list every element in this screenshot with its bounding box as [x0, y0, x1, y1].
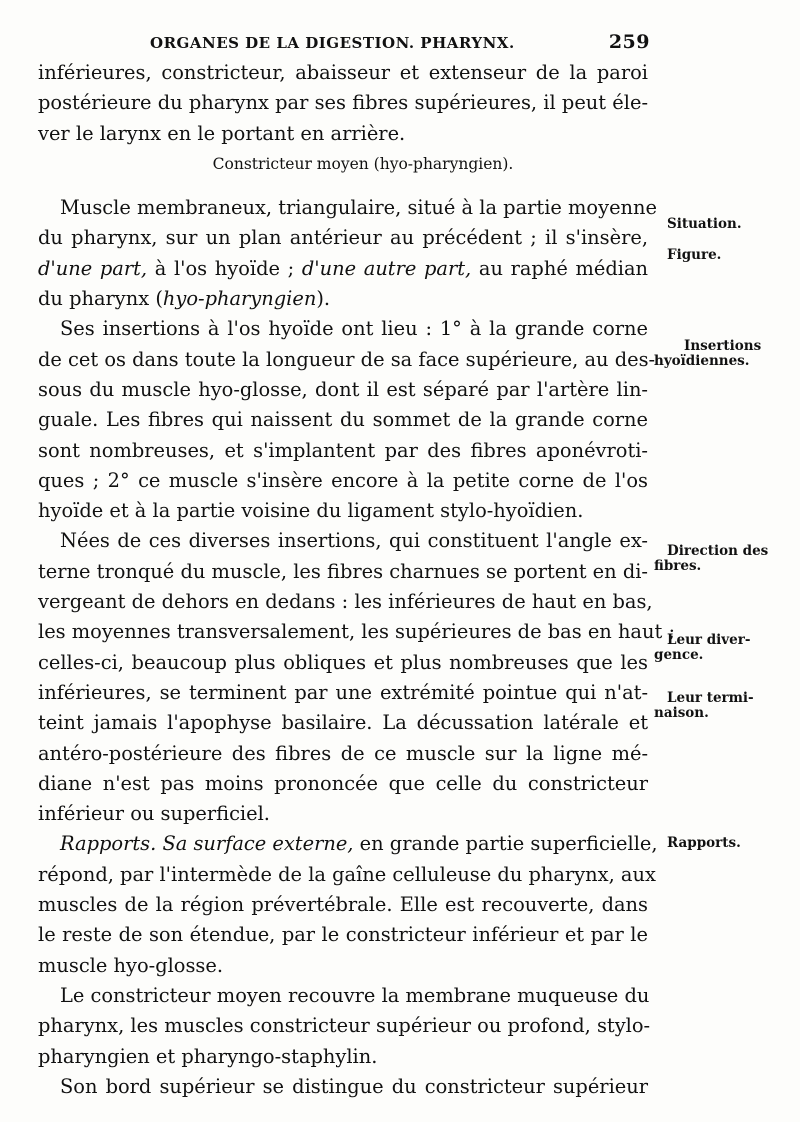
- text-line: teint jamais l'apophyse basilaire. La décussation latérale et: [38, 711, 648, 735]
- running-title: ORGANES DE LA DIGESTION. PHARYNX.: [150, 34, 515, 52]
- text-line: antéro-postérieure des fibres de ce muscle sur la ligne mé-: [38, 741, 648, 765]
- text-line: sont nombreuses, et s'implantent par des fibres aponévroti-: [38, 438, 648, 462]
- margin-note-direction: Direction des fibres.: [654, 543, 769, 574]
- text-line: inférieur ou superficiel.: [38, 802, 270, 826]
- text-line: pharyngien et pharyngo-staphylin.: [38, 1044, 378, 1068]
- text-line: inférieures, se terminent par une extrémité pointue qui n'at-: [38, 680, 648, 704]
- italic-phrase: d'une part,: [38, 256, 148, 280]
- text-line: du pharynx (hyo-pharyngien).: [38, 287, 331, 311]
- text-line: muscle hyo-glosse.: [38, 953, 224, 977]
- body-text: [38, 58, 675, 1102]
- text-line: postérieure du pharynx par ses fibres supérieures, il peut éle-: [38, 91, 648, 115]
- text-line: répond, par l'intermède de la gaîne celluleuse du pharynx, aux: [38, 862, 656, 886]
- text-line: Nées de ces diverses insertions, qui constituent l'angle ex-: [60, 529, 648, 553]
- text-line: de cet os dans toute la longueur de sa face supérieure, au des-: [38, 347, 656, 371]
- text-line: muscles de la région prévertébrale. Elle est recouverte, dans: [38, 893, 648, 917]
- margin-note-divergence: Leur diver- gence.: [654, 632, 751, 663]
- text-line: le reste de son étendue, par le constricteur inférieur et par le: [38, 923, 648, 947]
- section-subheading: Constricteur moyen (hyo-pharyngien).: [212, 154, 514, 173]
- text-line: ques ; 2° ce muscle s'insère encore à la petite corne de l'os: [38, 468, 648, 492]
- text-line: guale. Les fibres qui naissent du sommet de la grande corne: [38, 408, 648, 432]
- italic-phrase: Rapports. Sa surface externe,: [60, 832, 354, 856]
- text-line: les moyennes transversalement, les supérieures de bas en haut ;: [38, 620, 675, 644]
- text-line: Son bord supérieur se distingue du constricteur supérieur: [60, 1074, 648, 1098]
- text-line: vergeant de dehors en dedans : les inférieures de haut en bas,: [38, 590, 653, 614]
- margin-note-figure: Figure.: [667, 247, 722, 263]
- text-line: diane n'est pas moins prononcée que celle du constricteur: [38, 771, 648, 795]
- margin-note-rapports: Rapports.: [667, 835, 741, 851]
- text-line: Rapports. Sa surface externe, en grande partie superficielle,: [60, 832, 658, 856]
- text-line: d'une part, à l'os hyoïde ; d'une autre part, au raphé médian: [38, 256, 649, 280]
- italic-phrase: d'une autre part,: [301, 256, 472, 280]
- text-line: pharynx, les muscles constricteur supérieur ou profond, stylo-: [38, 1014, 651, 1038]
- text-line: du pharynx, sur un plan antérieur au précédent ; il s'insère,: [38, 226, 648, 250]
- margin-note-situation: Situation.: [667, 216, 742, 232]
- text-line: Muscle membraneux, triangulaire, situé à la partie moyenne: [60, 196, 657, 220]
- text-line: hyoïde et à la partie voisine du ligament stylo-hyoïdien.: [38, 499, 584, 523]
- margin-note-terminaison: Leur termi- naison.: [654, 690, 754, 721]
- text-line: ver le larynx en le portant en arrière.: [38, 121, 406, 145]
- page-number: 259: [608, 31, 650, 53]
- text-line: celles-ci, beaucoup plus obliques et plus nombreuses que les: [38, 650, 648, 674]
- text-line: Le constricteur moyen recouvre la membrane muqueuse du: [60, 983, 650, 1007]
- text-line: terne tronqué du muscle, les fibres charnues se portent en di-: [38, 559, 648, 583]
- text-line: sous du muscle hyo-glosse, dont il est séparé par l'artère lin-: [38, 377, 648, 401]
- text-line: inférieures, constricteur, abaisseur et extenseur de la paroi: [38, 61, 648, 84]
- margin-note-insertions: Insertions hyoïdiennes.: [654, 338, 762, 369]
- italic-phrase: hyo-pharyngien: [162, 287, 317, 311]
- text-line: Ses insertions à l'os hyoïde ont lieu : 1° à la grande corne: [60, 317, 648, 341]
